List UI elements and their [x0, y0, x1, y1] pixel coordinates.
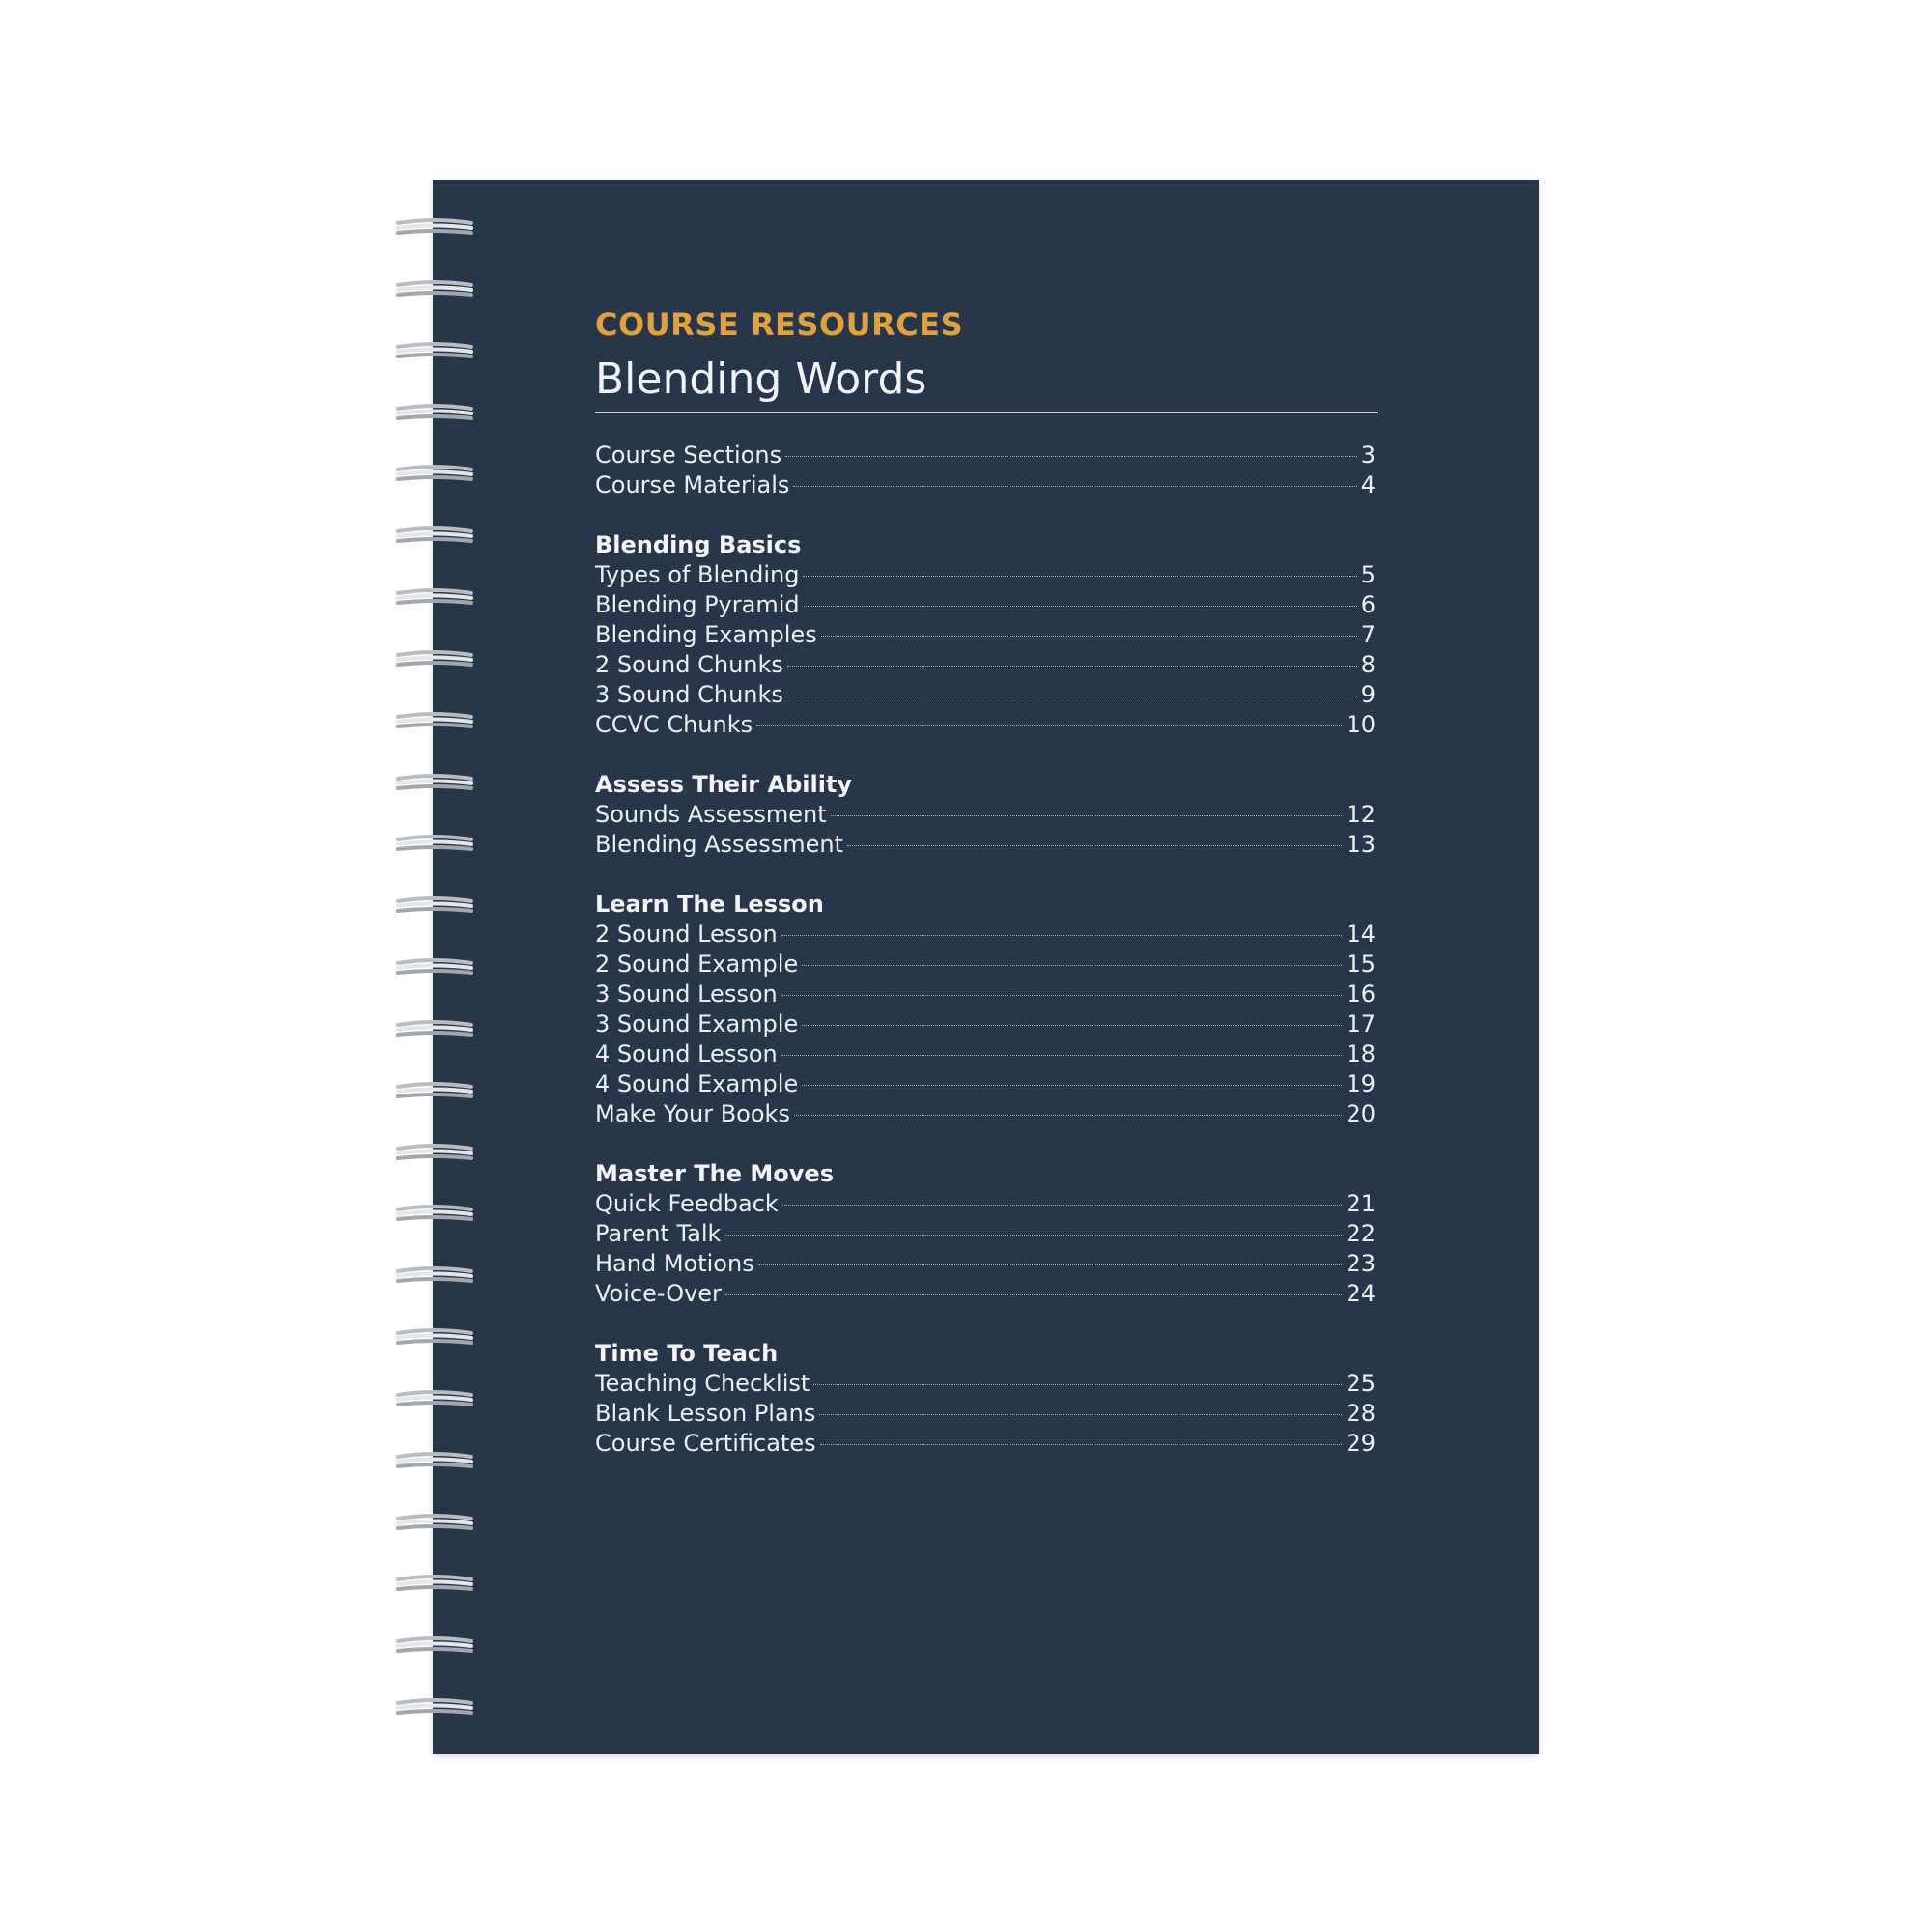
- toc-entry: [595, 1069, 1376, 1099]
- dotted-leader: [847, 845, 1342, 846]
- toc-entry: [595, 590, 1376, 620]
- spiral-coil-icon: [396, 1451, 473, 1472]
- toc-page-number: 13: [1346, 831, 1376, 858]
- toc-entry-label: 2 Sound Lesson: [595, 921, 778, 948]
- cover-content: [595, 303, 1378, 1489]
- toc-entry: [595, 1009, 1376, 1039]
- spiral-coil-icon: [396, 526, 473, 547]
- toc-page-number: 12: [1346, 801, 1376, 828]
- dotted-leader: [804, 606, 1357, 607]
- spiral-binding: [396, 0, 473, 1932]
- toc-entry-label: Teaching Checklist: [595, 1370, 810, 1397]
- dotted-leader: [819, 1414, 1342, 1415]
- toc-page-number: 10: [1346, 711, 1376, 738]
- toc-page-number: 28: [1346, 1400, 1376, 1427]
- spiral-coil-icon: [396, 773, 473, 794]
- dotted-leader: [821, 636, 1357, 637]
- toc-entry-label: Types of Blending: [595, 561, 800, 588]
- toc-page-number: 9: [1360, 681, 1376, 708]
- toc-page-number: 18: [1346, 1040, 1376, 1067]
- toc-section: [595, 770, 1376, 860]
- toc-entry: [595, 1189, 1376, 1219]
- toc-entry: [595, 1369, 1376, 1399]
- toc-page-number: 19: [1346, 1070, 1376, 1097]
- spiral-coil-icon: [396, 1081, 473, 1102]
- spiral-coil-icon: [396, 341, 473, 362]
- toc-entry-label: Blank Lesson Plans: [595, 1400, 816, 1427]
- dotted-leader: [793, 486, 1356, 487]
- spiral-coil-icon: [396, 957, 473, 979]
- toc-section-heading: Learn The Lesson: [595, 891, 824, 918]
- toc-section-heading: Master The Moves: [595, 1160, 834, 1187]
- toc-entry: [595, 1219, 1376, 1249]
- spiral-coil-icon: [396, 1204, 473, 1225]
- toc-entry: [595, 1249, 1376, 1279]
- dotted-leader: [724, 1235, 1342, 1236]
- toc-section: [595, 530, 1376, 740]
- dotted-leader: [787, 666, 1357, 667]
- dotted-leader: [785, 456, 1357, 457]
- dotted-leader: [725, 1294, 1343, 1295]
- toc-entry-label: 4 Sound Lesson: [595, 1040, 778, 1067]
- toc-page-number: 22: [1346, 1220, 1376, 1247]
- toc-entry-label: CCVC Chunks: [595, 711, 753, 738]
- toc-entry: [595, 710, 1376, 740]
- spiral-coil-icon: [396, 403, 473, 424]
- spiral-coil-icon: [396, 464, 473, 485]
- toc-entry: [595, 1399, 1376, 1429]
- dotted-leader: [831, 815, 1343, 816]
- toc-page-number: 16: [1346, 980, 1376, 1008]
- toc-page-number: 6: [1360, 591, 1376, 618]
- toc-page-number: 14: [1346, 921, 1376, 948]
- dotted-leader: [802, 1025, 1342, 1026]
- toc-entry: [595, 980, 1376, 1009]
- toc-entry: [595, 470, 1376, 500]
- toc-page-number: 7: [1360, 621, 1376, 648]
- toc-entry-label: Hand Motions: [595, 1250, 754, 1277]
- spiral-coil-icon: [396, 1389, 473, 1410]
- toc-page-number: 3: [1360, 441, 1376, 469]
- title-divider: [595, 412, 1378, 413]
- dotted-leader: [782, 1205, 1343, 1206]
- toc-page-number: 4: [1360, 471, 1376, 498]
- toc-intro-group: [595, 440, 1376, 500]
- toc-entry-label: Parent Talk: [595, 1220, 722, 1247]
- spiral-coil-icon: [396, 834, 473, 855]
- toc-entry: [595, 440, 1376, 470]
- dotted-leader: [781, 1055, 1343, 1056]
- cover-title: Blending Words: [595, 355, 927, 404]
- toc-entry: [595, 560, 1376, 590]
- spiral-coil-icon: [396, 1513, 473, 1534]
- spiral-coil-icon: [396, 1265, 473, 1287]
- toc-entry-label: Quick Feedback: [595, 1190, 779, 1217]
- dotted-leader: [756, 725, 1342, 726]
- toc-page-number: 23: [1346, 1250, 1376, 1277]
- toc-section: [595, 1159, 1376, 1309]
- toc-entry-label: 3 Sound Lesson: [595, 980, 778, 1008]
- spiral-coil-icon: [396, 1327, 473, 1349]
- toc-entry-label: Sounds Assessment: [595, 801, 827, 828]
- toc-page-number: 5: [1360, 561, 1376, 588]
- spiral-coil-icon: [396, 895, 473, 917]
- dotted-leader: [758, 1264, 1343, 1265]
- toc-page-number: 24: [1346, 1280, 1376, 1307]
- spiral-coil-icon: [396, 1019, 473, 1040]
- spiral-coil-icon: [396, 217, 473, 239]
- toc-entry-label: Blending Examples: [595, 621, 817, 648]
- toc-entry-label: 3 Sound Chunks: [595, 681, 783, 708]
- toc-entry: [595, 1279, 1376, 1309]
- dotted-leader: [781, 935, 1343, 936]
- toc-entry-label: 2 Sound Example: [595, 951, 799, 978]
- toc-entry: [595, 1039, 1376, 1069]
- toc-section-heading: Time To Teach: [595, 1340, 779, 1367]
- toc-section: [595, 1339, 1376, 1459]
- toc-entry-label: Blending Pyramid: [595, 591, 800, 618]
- toc-entry: [595, 950, 1376, 980]
- toc-page-number: 17: [1346, 1010, 1376, 1037]
- dotted-leader: [802, 965, 1342, 966]
- toc-page-number: 15: [1346, 951, 1376, 978]
- table-of-contents: [595, 440, 1376, 1459]
- toc-entry-label: Course Certificates: [595, 1430, 816, 1457]
- spiral-coil-icon: [396, 711, 473, 732]
- toc-entry-label: Voice-Over: [595, 1280, 722, 1307]
- toc-entry: [595, 830, 1376, 860]
- dotted-leader: [820, 1444, 1343, 1445]
- toc-page-number: 29: [1346, 1430, 1376, 1457]
- toc-section-heading: Blending Basics: [595, 531, 802, 558]
- toc-entry: [595, 1099, 1376, 1129]
- toc-entry: [595, 620, 1376, 650]
- toc-page-number: 8: [1360, 651, 1376, 678]
- toc-page-number: 25: [1346, 1370, 1376, 1397]
- toc-entry-label: Course Sections: [595, 441, 782, 469]
- toc-entry-label: Course Materials: [595, 471, 790, 498]
- toc-section: [595, 890, 1376, 1129]
- toc-entry-label: 4 Sound Example: [595, 1070, 799, 1097]
- toc-section-heading: Assess Their Ability: [595, 771, 853, 798]
- toc-entry: [595, 1429, 1376, 1459]
- toc-entry: [595, 650, 1376, 680]
- spiral-coil-icon: [396, 587, 473, 609]
- toc-page-number: 20: [1346, 1100, 1376, 1127]
- toc-entry-label: Make Your Books: [595, 1100, 790, 1127]
- toc-entry: [595, 800, 1376, 830]
- dotted-leader: [803, 576, 1356, 577]
- dotted-leader: [794, 1115, 1343, 1116]
- toc-entry-label: Blending Assessment: [595, 831, 844, 858]
- toc-entry: [595, 680, 1376, 710]
- spiral-coil-icon: [396, 1574, 473, 1595]
- toc-entry: [595, 920, 1376, 950]
- toc-entry-label: 3 Sound Example: [595, 1010, 799, 1037]
- cover-eyebrow: COURSE RESOURCES: [595, 306, 964, 343]
- dotted-leader: [813, 1384, 1342, 1385]
- dotted-leader: [781, 995, 1343, 996]
- spiral-coil-icon: [396, 279, 473, 300]
- spiral-coil-icon: [396, 1143, 473, 1164]
- spiral-coil-icon: [396, 1635, 473, 1657]
- spiral-coil-icon: [396, 649, 473, 670]
- toc-page-number: 21: [1346, 1190, 1376, 1217]
- spiral-coil-icon: [396, 1697, 473, 1719]
- dotted-leader: [802, 1085, 1342, 1086]
- toc-entry-label: 2 Sound Chunks: [595, 651, 783, 678]
